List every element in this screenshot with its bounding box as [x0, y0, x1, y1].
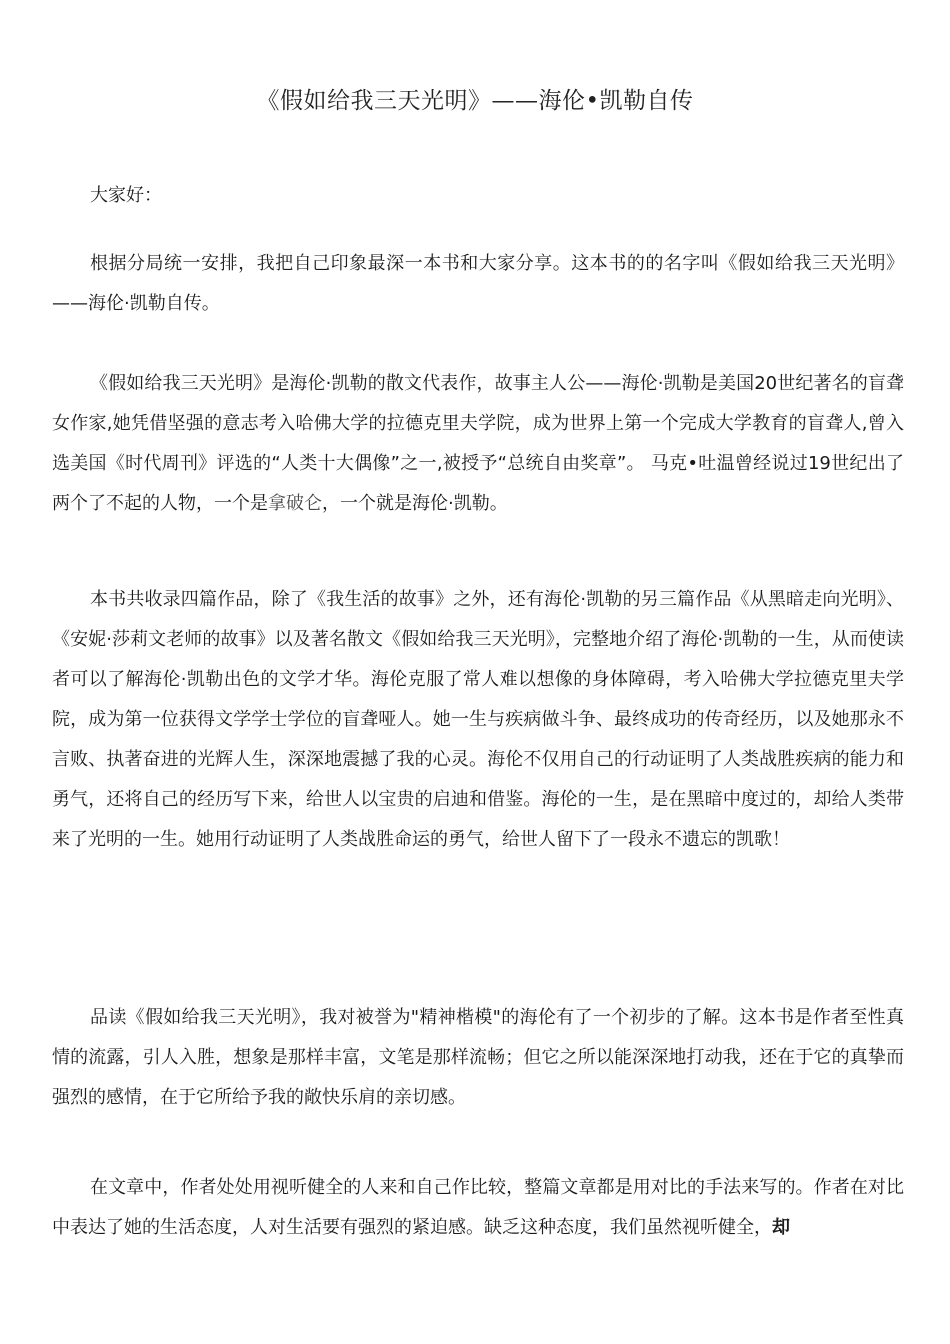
- paragraph-5-text: 在文章中，作者处处用视听健全的人来和自己作比较，整篇文章都是用对比的手法来写的。作者在对比中表达了她的生活态度，人对生活要有强烈的紧迫感。缺乏这种态度，我们虽然视听健全，: [52, 1177, 904, 1238]
- paragraph-2-text: 《假如给我三天光明》是海伦·凯勒的散文代表作，故事主人公——海伦·凯勒是美国20世纪著名的盲聋女作家,她凭借坚强的意志考入哈佛大学的拉德克里夫学院，成为世界上第一个完成大学教育的盲聋人,曾入选美国《时代周刊》评选的“人类十大偶像”之一,被授予“总统自由奖章”。 马克•吐温曾经说过19世纪出了两个了不起的人物，一个是: [52, 373, 904, 514]
- paragraph-2-end: ，一个就是海伦·凯勒。: [322, 493, 508, 514]
- paragraph-2: [52, 364, 904, 524]
- document-title: 《假如给我三天光明》——海伦•凯勒自传: [256, 88, 694, 114]
- paragraph-4: 品读《假如给我三天光明》，我对被誉为"精神楷模"的海伦有了一个初步的了解。这本书是作者至性真情的流露，引人入胜，想象是那样丰富，文笔是那样流畅；但它之所以能深深地打动我，还在于它的真挚而强烈的感情，在于它所给予我的敞快乐肩的亲切感。: [52, 1007, 904, 1108]
- greeting: 大家好：: [90, 185, 162, 206]
- paragraph-5-bold: 却: [772, 1217, 790, 1238]
- paragraph-1: 根据分局统一安排，我把自己印象最深一本书和大家分享。这本书的的名字叫《假如给我三天光明》——海伦·凯勒自传。: [52, 253, 904, 314]
- paragraph-5: [52, 1168, 904, 1248]
- paragraph-2-name: 拿破仑: [268, 493, 322, 514]
- paragraph-3: 本书共收录四篇作品，除了《我生活的故事》之外，还有海伦·凯勒的另三篇作品《从黑暗走向光明》、《安妮·莎莉文老师的故事》以及著名散文《假如给我三天光明》，完整地介绍了海伦·凯勒的一生，从而使读者可以了解海伦·凯勒出色的文学才华。海伦克服了常人难以想像的身体障碍，考入哈佛大学拉德克里夫学院，成为第一位获得文学学士学位的盲聋哑人。她一生与疾病做斗争、最终成功的传奇经历，以及她那永不言败、执著奋进的光辉人生，深深地震撼了我的心灵。海伦不仅用自己的行动证明了人类战胜疾病的能力和勇气，还将自己的经历写下来，给世人以宝贵的启迪和借鉴。海伦的一生，是在黑暗中度过的，却给人类带来了光明的一生。她用行动证明了人类战胜命运的勇气，给世人留下了一段永不遗忘的凯歌！: [52, 589, 904, 850]
